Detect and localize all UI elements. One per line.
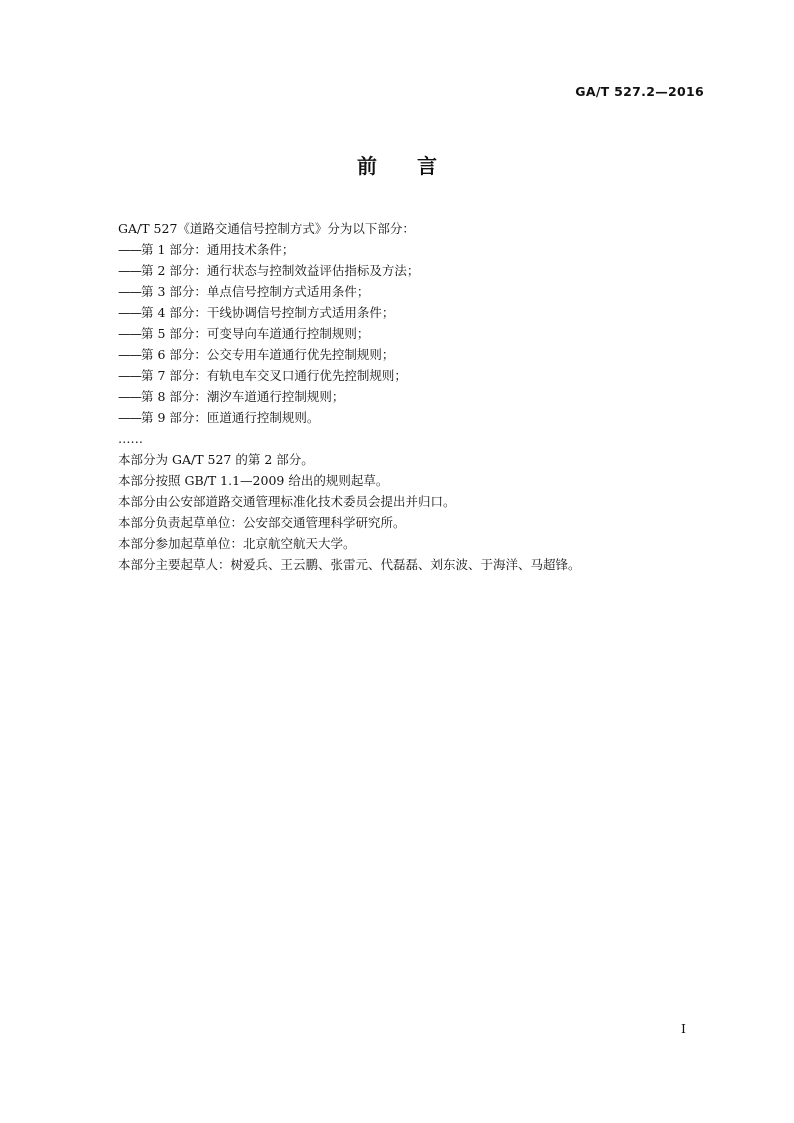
part-item (118, 260, 698, 281)
em-dash: —— (118, 284, 141, 299)
part-text: 第 7 部分：有轨电车交叉口通行优先控制规则； (141, 368, 407, 383)
part-item (118, 239, 698, 260)
em-dash: —— (118, 347, 141, 362)
em-dash: —— (118, 242, 141, 257)
page-title: 前言 (357, 154, 477, 178)
intro-line: GA/T 527《道路交通信号控制方式》分为以下部分： (118, 221, 415, 236)
em-dash: —— (118, 263, 141, 278)
ellipsis: …… (118, 431, 143, 446)
part-text: 第 9 部分：匝道通行控制规则。 (141, 410, 320, 425)
paragraph: 本部分为 GA/T 527 的第 2 部分。 (118, 452, 314, 467)
part-text: 第 3 部分：单点信号控制方式适用条件； (141, 284, 370, 299)
part-text: 第 8 部分：潮汐车道通行控制规则； (141, 389, 345, 404)
em-dash: —— (118, 368, 141, 383)
part-item (118, 386, 698, 407)
part-item (118, 281, 698, 302)
part-text: 第 2 部分：通行状态与控制效益评估指标及方法； (141, 263, 420, 278)
part-item (118, 365, 698, 386)
em-dash: —— (118, 410, 141, 425)
standard-code: GA/T 527.2—2016 (575, 84, 704, 99)
paragraph: 本部分按照 GB/T 1.1—2009 给出的规则起草。 (118, 473, 389, 488)
foreword-body (118, 218, 698, 575)
page-number: I (681, 1021, 686, 1036)
paragraph: 本部分主要起草人：树爱兵、王云鹏、张雷元、代磊磊、刘东波、于海洋、马超锋。 (118, 557, 581, 572)
em-dash: —— (118, 305, 141, 320)
part-item (118, 302, 698, 323)
part-text: 第 5 部分：可变导向车道通行控制规则； (141, 326, 370, 341)
em-dash: —— (118, 326, 141, 341)
paragraph: 本部分参加起草单位：北京航空航天大学。 (118, 536, 356, 551)
part-text: 第 4 部分：干线协调信号控制方式适用条件； (141, 305, 395, 320)
part-text: 第 1 部分：通用技术条件； (141, 242, 295, 257)
part-item (118, 344, 698, 365)
em-dash: —— (118, 389, 141, 404)
part-item (118, 407, 698, 428)
paragraph: 本部分负责起草单位：公安部交通管理科学研究所。 (118, 515, 406, 530)
part-text: 第 6 部分：公交专用车道通行优先控制规则； (141, 347, 395, 362)
part-item (118, 323, 698, 344)
paragraph: 本部分由公安部道路交通管理标准化技术委员会提出并归口。 (118, 494, 456, 509)
